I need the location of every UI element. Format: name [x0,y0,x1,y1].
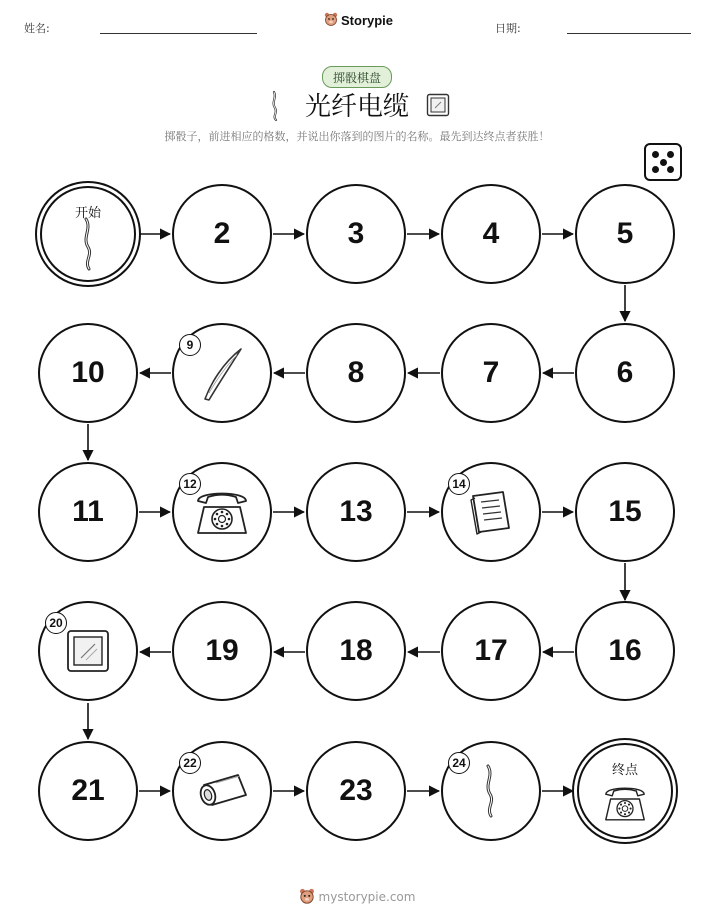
page-title: 光纤电缆 [304,92,409,122]
board-cell[interactable] [306,462,406,562]
board-cell-picture[interactable] [172,462,272,562]
cell-number: 7 [482,356,500,389]
board-cell[interactable] [172,601,272,701]
board-cell[interactable] [38,741,138,841]
board-cell-picture[interactable] [38,601,138,701]
start-label: 开始 [74,206,101,221]
board-cell-picture[interactable] [172,741,272,841]
cell-number-badge: 12 [179,473,201,495]
board-cell[interactable] [306,741,406,841]
telephone-icon [602,783,648,823]
cell-number: 17 [474,634,508,667]
glass-panel-icon [65,628,111,674]
fiber-cable-icon [76,217,100,271]
tube-icon [194,771,250,811]
board-cell-picture[interactable] [441,741,541,841]
cell-number: 6 [616,356,634,389]
board-cell[interactable] [575,601,675,701]
date-label: 日期: [495,22,521,35]
cell-number: 16 [608,634,642,667]
cell-number-badge: 14 [448,473,470,495]
board-cell[interactable] [306,601,406,701]
cell-number: 13 [339,495,373,528]
cell-number: 2 [213,217,231,250]
cell-number: 11 [72,495,104,528]
cell-number-badge: 22 [179,752,201,774]
cell-number: 21 [71,774,105,807]
cell-number: 3 [347,217,365,250]
document-icon [469,488,513,536]
name-label: 姓名: [24,22,50,35]
cell-number-badge: 9 [179,334,201,356]
board-cell[interactable] [172,184,272,284]
footer [0,888,714,906]
cell-number: 5 [616,217,634,250]
finish-label: 终点 [611,763,638,778]
cell-number: 23 [339,774,373,807]
cell-number: 8 [347,356,365,389]
board-cell[interactable] [575,323,675,423]
instructions: 掷骰子，前进相应的格数，并说出你落到的图片的名称。最先到达终点者获胜！ [164,130,550,143]
board-cell[interactable] [441,184,541,284]
game-type-badge: 掷骰棋盘 [322,66,392,88]
cell-number: 15 [608,495,642,528]
board-cell[interactable] [575,184,675,284]
brand-name: Storypie [341,12,394,28]
board-cell[interactable] [38,462,138,562]
board-cell-picture[interactable] [172,323,272,423]
fiber-strand-icon [197,343,247,403]
bear-icon [299,888,315,906]
cell-number: 18 [339,634,373,667]
board-cell[interactable] [306,184,406,284]
fiber-cable-icon [480,764,502,818]
board-cell[interactable] [38,323,138,423]
cell-number: 4 [482,217,500,250]
board-cell[interactable] [575,462,675,562]
cell-number-badge: 20 [45,612,67,634]
cell-number: 10 [71,356,105,389]
cell-number: 19 [205,634,239,667]
board-cell-start[interactable] [40,186,136,282]
telephone-icon [194,487,250,537]
cell-number-badge: 24 [448,752,470,774]
board-cell-picture[interactable] [441,462,541,562]
board-cell[interactable] [441,323,541,423]
board-cell[interactable] [306,323,406,423]
board-cell-finish[interactable] [577,743,673,839]
board-cell[interactable] [441,601,541,701]
footer-site[interactable]: mystorypie.com [318,890,416,904]
